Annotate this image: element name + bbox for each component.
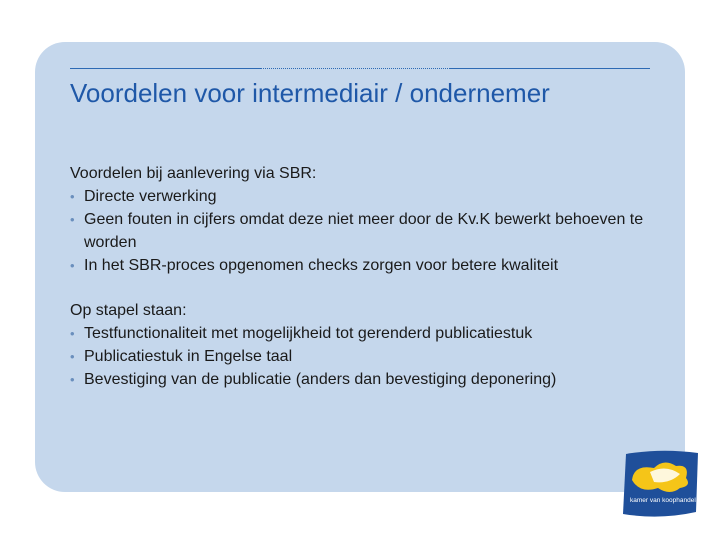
header-rule-right	[450, 68, 650, 69]
list-item-text: Testfunctionaliteit met mogelijkheid tot gerenderd publicatiestuk	[84, 325, 533, 342]
list-item	[70, 185, 644, 208]
header-rule-middle	[260, 68, 450, 69]
list-item	[70, 345, 644, 368]
list-item	[70, 208, 644, 254]
list-item	[70, 368, 644, 391]
bullet-icon: •	[70, 258, 75, 273]
logo-text: kamer van koophandel	[630, 497, 696, 504]
list-item-text: In het SBR-proces opgenomen checks zorgen voor betere kwaliteit	[84, 257, 559, 274]
bullet-icon: •	[70, 189, 75, 204]
list-item-text: Bevestiging van de publicatie (anders dan bevestiging deponering)	[84, 371, 557, 388]
list-item-text: Directe verwerking	[84, 188, 217, 205]
bullet-list	[70, 185, 644, 277]
section-sbr-benefits	[70, 162, 644, 277]
bullet-icon: •	[70, 326, 75, 341]
section-upcoming	[70, 299, 644, 391]
list-item-text: Publicatiestuk in Engelse taal	[84, 348, 293, 365]
list-item	[70, 322, 644, 345]
bullet-icon: •	[70, 372, 75, 387]
bullet-icon: •	[70, 349, 75, 364]
list-item	[70, 254, 644, 277]
section-heading: Op stapel staan:	[70, 302, 187, 319]
bullet-list	[70, 322, 644, 391]
header-rule-left	[70, 68, 260, 69]
bullet-icon: •	[70, 212, 75, 227]
kvk-logo-icon	[620, 450, 702, 518]
list-item-text: Geen fouten in cijfers omdat deze niet meer door de Kv.K bewerkt behoeven te worden	[84, 211, 644, 251]
page-title: Voordelen voor intermediair / ondernemer	[70, 78, 550, 108]
section-heading: Voordelen bij aanlevering via SBR:	[70, 165, 317, 182]
